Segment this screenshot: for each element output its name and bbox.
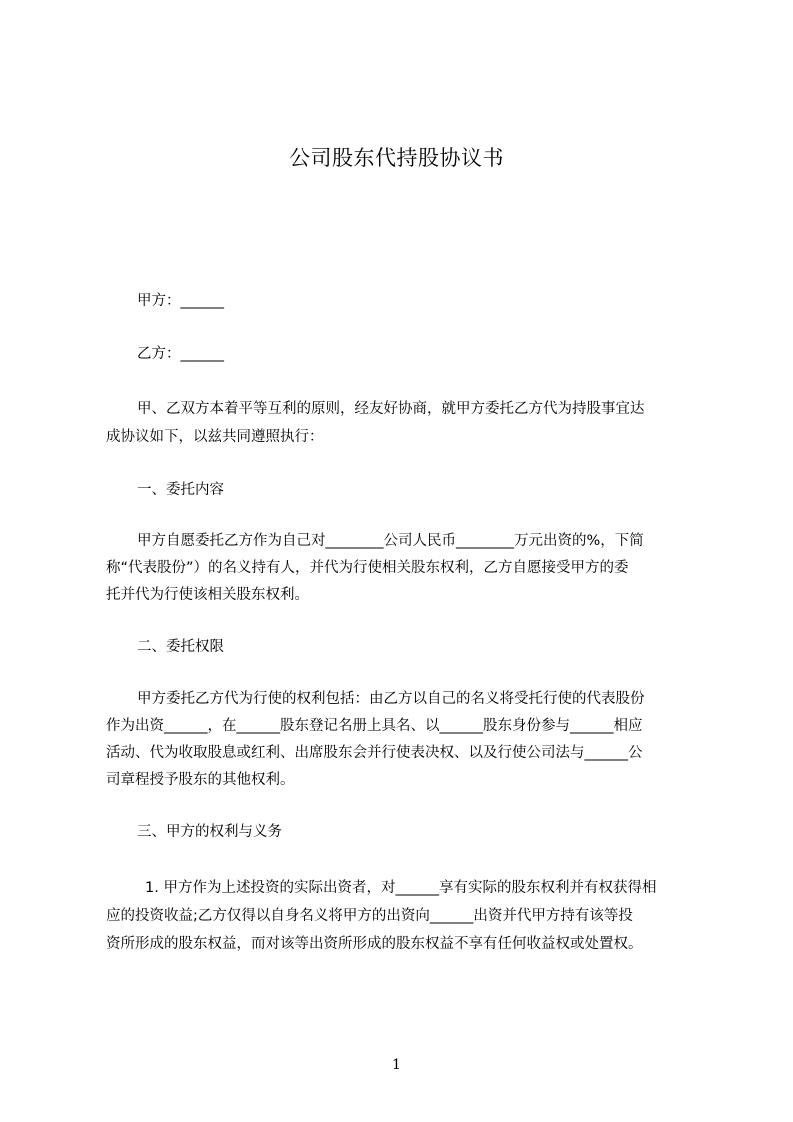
section-3-item-1-line-2: 应的投资收益;乙方仅得以自身名义将甲方的出资向______出资并代甲方持有该等投 [106,908,633,924]
party-a-line: 甲方：______ [137,293,224,309]
section-1-heading: 一、委托内容 [137,482,224,498]
party-b-line: 乙方：______ [137,346,224,362]
section-1-line-1: 甲方自愿委托乙方作为自己对________公司人民币________万元出资的%，下简 [137,533,644,549]
section-1-line-2: 称“代表股份”）的名义持有人，并代为行使相关股东权利，乙方自愿接受甲方的委 [106,560,629,576]
section-2-line-2: 作为出资______，在______股东登记名册上具名、以______股东身份参与______相应 [106,718,643,734]
section-2-line-1: 甲方委托乙方代为行使的权利包括：由乙方以自己的名义将受托行使的代表股份 [137,691,645,707]
section-2-heading: 二、委托权限 [137,639,224,655]
section-1-line-3: 托并代为行使该相关股东权利。 [106,587,309,603]
document-title: 公司股东代持股协议书 [289,146,504,170]
section-3-item-1-line-3: 资所形成的股东权益，而对该等出资所形成的股东权益不享有任何收益权或处置权。 [106,936,643,952]
section-3-item-1-line-1: 1. 甲方作为上述投资的实际出资者，对______享有实际的股东权利并有权获得相 [145,880,657,896]
section-2-line-4: 司章程授予股东的其他权利。 [106,772,295,788]
section-2-line-3: 活动、代为收取股息或红利、出席股东会并行使表决权、以及行使公司法与______公 [106,745,643,761]
intro-line-2: 成协议如下，以兹共同遵照执行： [106,429,324,445]
section-3-heading: 三、甲方的权利与义务 [137,824,282,840]
intro-line-1: 甲、乙双方本着平等互利的原则，经友好协商，就甲方委托乙方代为持股事宜达 [137,401,645,417]
page-number: 1 [392,1057,401,1073]
